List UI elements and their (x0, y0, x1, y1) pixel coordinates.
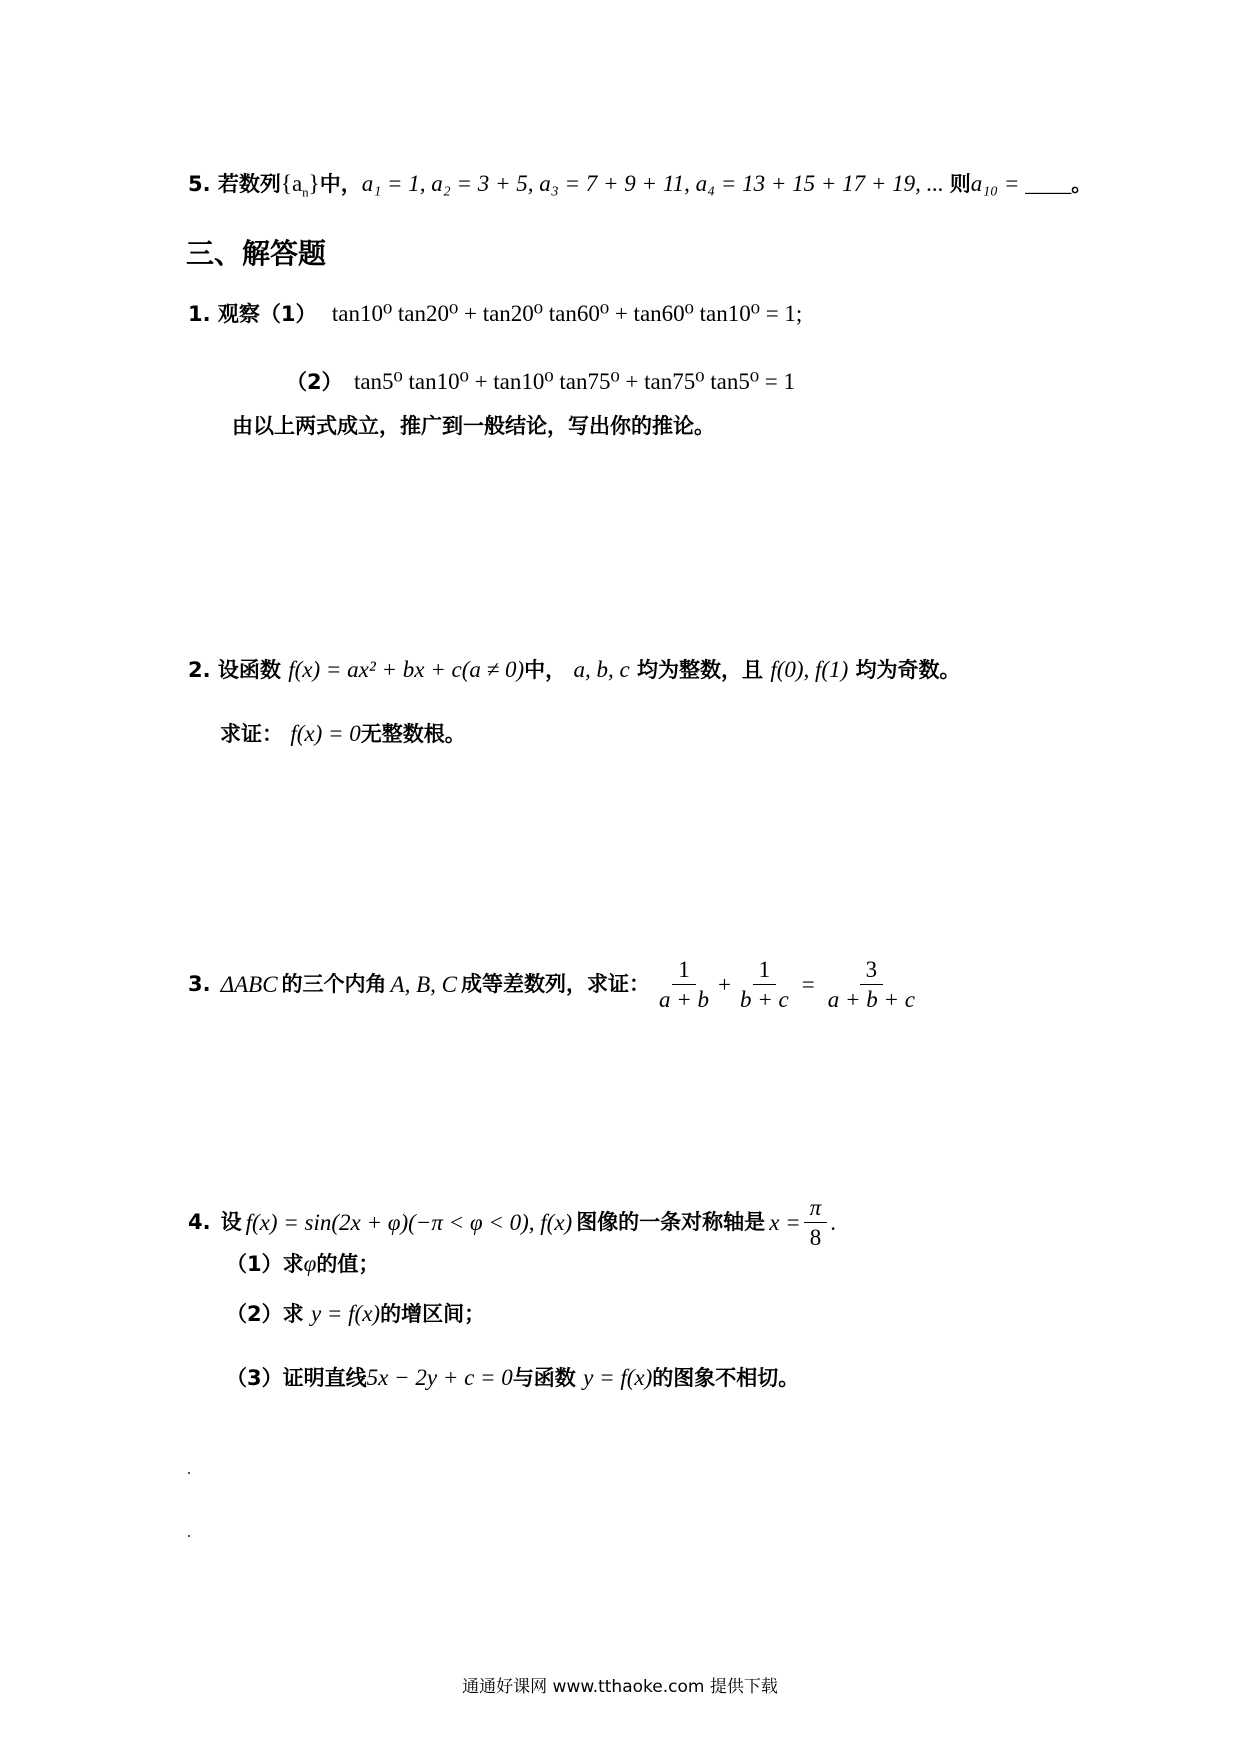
q2-text-c: 均为整数，且 (637, 658, 764, 682)
fraction-1 (653, 958, 715, 1011)
q4-number: 4. (188, 1210, 211, 1234)
q4-sub3-line: 5x − 2y + c = 0 (366, 1365, 513, 1390)
q1-line2 (286, 370, 795, 393)
q2-values: f(0), f(1) (770, 657, 849, 682)
problem-5-end: 。 (1071, 172, 1093, 196)
q4-sub3-label: （3）证明直线 (226, 1366, 367, 1390)
fraction-3-numerator: 3 (860, 958, 884, 985)
scan-speck (188, 1535, 190, 1537)
q2-prove-formula: f(x) = 0 (290, 721, 361, 746)
q2-prove-text: 无整数根。 (360, 722, 466, 746)
footer-credit: 通通好课网 www.tthaoke.com 提供下载 (462, 1677, 778, 1697)
q3-angles: A, B, C (390, 972, 457, 997)
fraction-1-denominator: a + b (659, 987, 710, 1012)
q3-text-b: 成等差数列，求证： (461, 972, 650, 996)
fraction-2-numerator: 1 (753, 958, 777, 985)
q1-formula-1: tan10⁰ tan20⁰ + tan20⁰ tan60⁰ + tan60⁰ tan10⁰ = 1; (331, 301, 803, 326)
fraction-2 (734, 958, 795, 1011)
q4-sub1-label: （1）求 (226, 1252, 304, 1276)
fraction-1-numerator: 1 (672, 958, 696, 985)
q4-function: f(x) = sin(2x + φ)(−π < φ < 0), f(x) (245, 1210, 573, 1235)
problem-5-number: 5. (188, 172, 211, 196)
fraction-3-denominator: a + b + c (827, 987, 915, 1012)
a10-blank: a₁₀ = ____ (970, 171, 1072, 196)
q3-text-a: 的三个内角 (281, 972, 387, 996)
sequence-notation: $\{a_n\}$ (280, 171, 320, 200)
q4-axis-denominator: 8 (809, 1225, 822, 1250)
problem-5-text-c: 则 (949, 172, 971, 196)
fraction-3 (822, 958, 921, 1011)
q4-sub2-label: （2）求 (226, 1302, 304, 1326)
q1-conclusion: 由以上两式成立，推广到一般结论，写出你的推论。 (232, 414, 715, 438)
plus-sign: + (718, 972, 732, 997)
problem-5-text-b: 中， (319, 172, 362, 196)
q4-axis-end: . (830, 1210, 836, 1235)
q4-sub3-func: y = f(x) (583, 1365, 653, 1390)
q3-line (188, 958, 924, 1011)
q3-triangle: ΔABC (220, 972, 278, 997)
q4-text-b: 图像的一条对称轴是 (576, 1210, 766, 1234)
q1-label-2: （2） (286, 370, 343, 394)
q3-number: 3. (188, 972, 211, 996)
equals-sign: = (801, 972, 815, 997)
q1-label: 观察（1） (217, 302, 317, 326)
q2-line1 (188, 658, 961, 681)
q4-axis-lhs: x = (769, 1210, 801, 1235)
q4-sub3-text-a: 与函数 (512, 1366, 576, 1390)
q1-formula-2: tan5⁰ tan10⁰ + tan10⁰ tan75⁰ + tan75⁰ tan5⁰ = 1 (353, 369, 796, 394)
sequence-formula: a₁ = 1, a₂ = 3 + 5, a₃ = 7 + 9 + 11, a₄ = 13 + 15 + 17 + 19, ... (361, 171, 950, 196)
q4-sub1 (226, 1252, 379, 1275)
q2-prove-label: 求证： (220, 722, 283, 746)
q1-line1 (188, 302, 802, 325)
q2-vars: a, b, c (573, 657, 630, 682)
q4-sub1-var: φ (303, 1251, 317, 1276)
q1-number: 1. (188, 302, 211, 326)
problem-5-text-a: 若数列 (217, 172, 281, 196)
q2-text-b: 中， (524, 658, 567, 682)
q2-function: f(x) = ax² + bx + c(a ≠ 0) (288, 657, 525, 682)
q4-sub2-text: 的增区间； (380, 1302, 486, 1326)
q4-axis-numerator: π (804, 1196, 828, 1223)
q2-line2 (220, 722, 466, 745)
fraction-2-denominator: b + c (740, 987, 789, 1012)
scan-speck (188, 1472, 190, 1474)
q4-sub1-text: 的值； (316, 1252, 380, 1276)
q4-sub2-formula: y = f(x) (310, 1301, 381, 1326)
q4-sub2 (226, 1302, 485, 1325)
section-title: 三、解答题 (186, 237, 327, 270)
q4-sub3-text-b: 的图象不相切。 (652, 1366, 800, 1390)
q4-line1 (188, 1196, 836, 1249)
q4-axis-fraction (804, 1196, 828, 1249)
q4-text-a: 设 (220, 1210, 242, 1234)
q4-sub3 (226, 1366, 799, 1389)
q2-text-d: 均为奇数。 (855, 658, 961, 682)
q2-number: 2. (188, 658, 211, 682)
q2-text-a: 设函数 (217, 658, 281, 682)
problem-5 (188, 172, 1092, 199)
